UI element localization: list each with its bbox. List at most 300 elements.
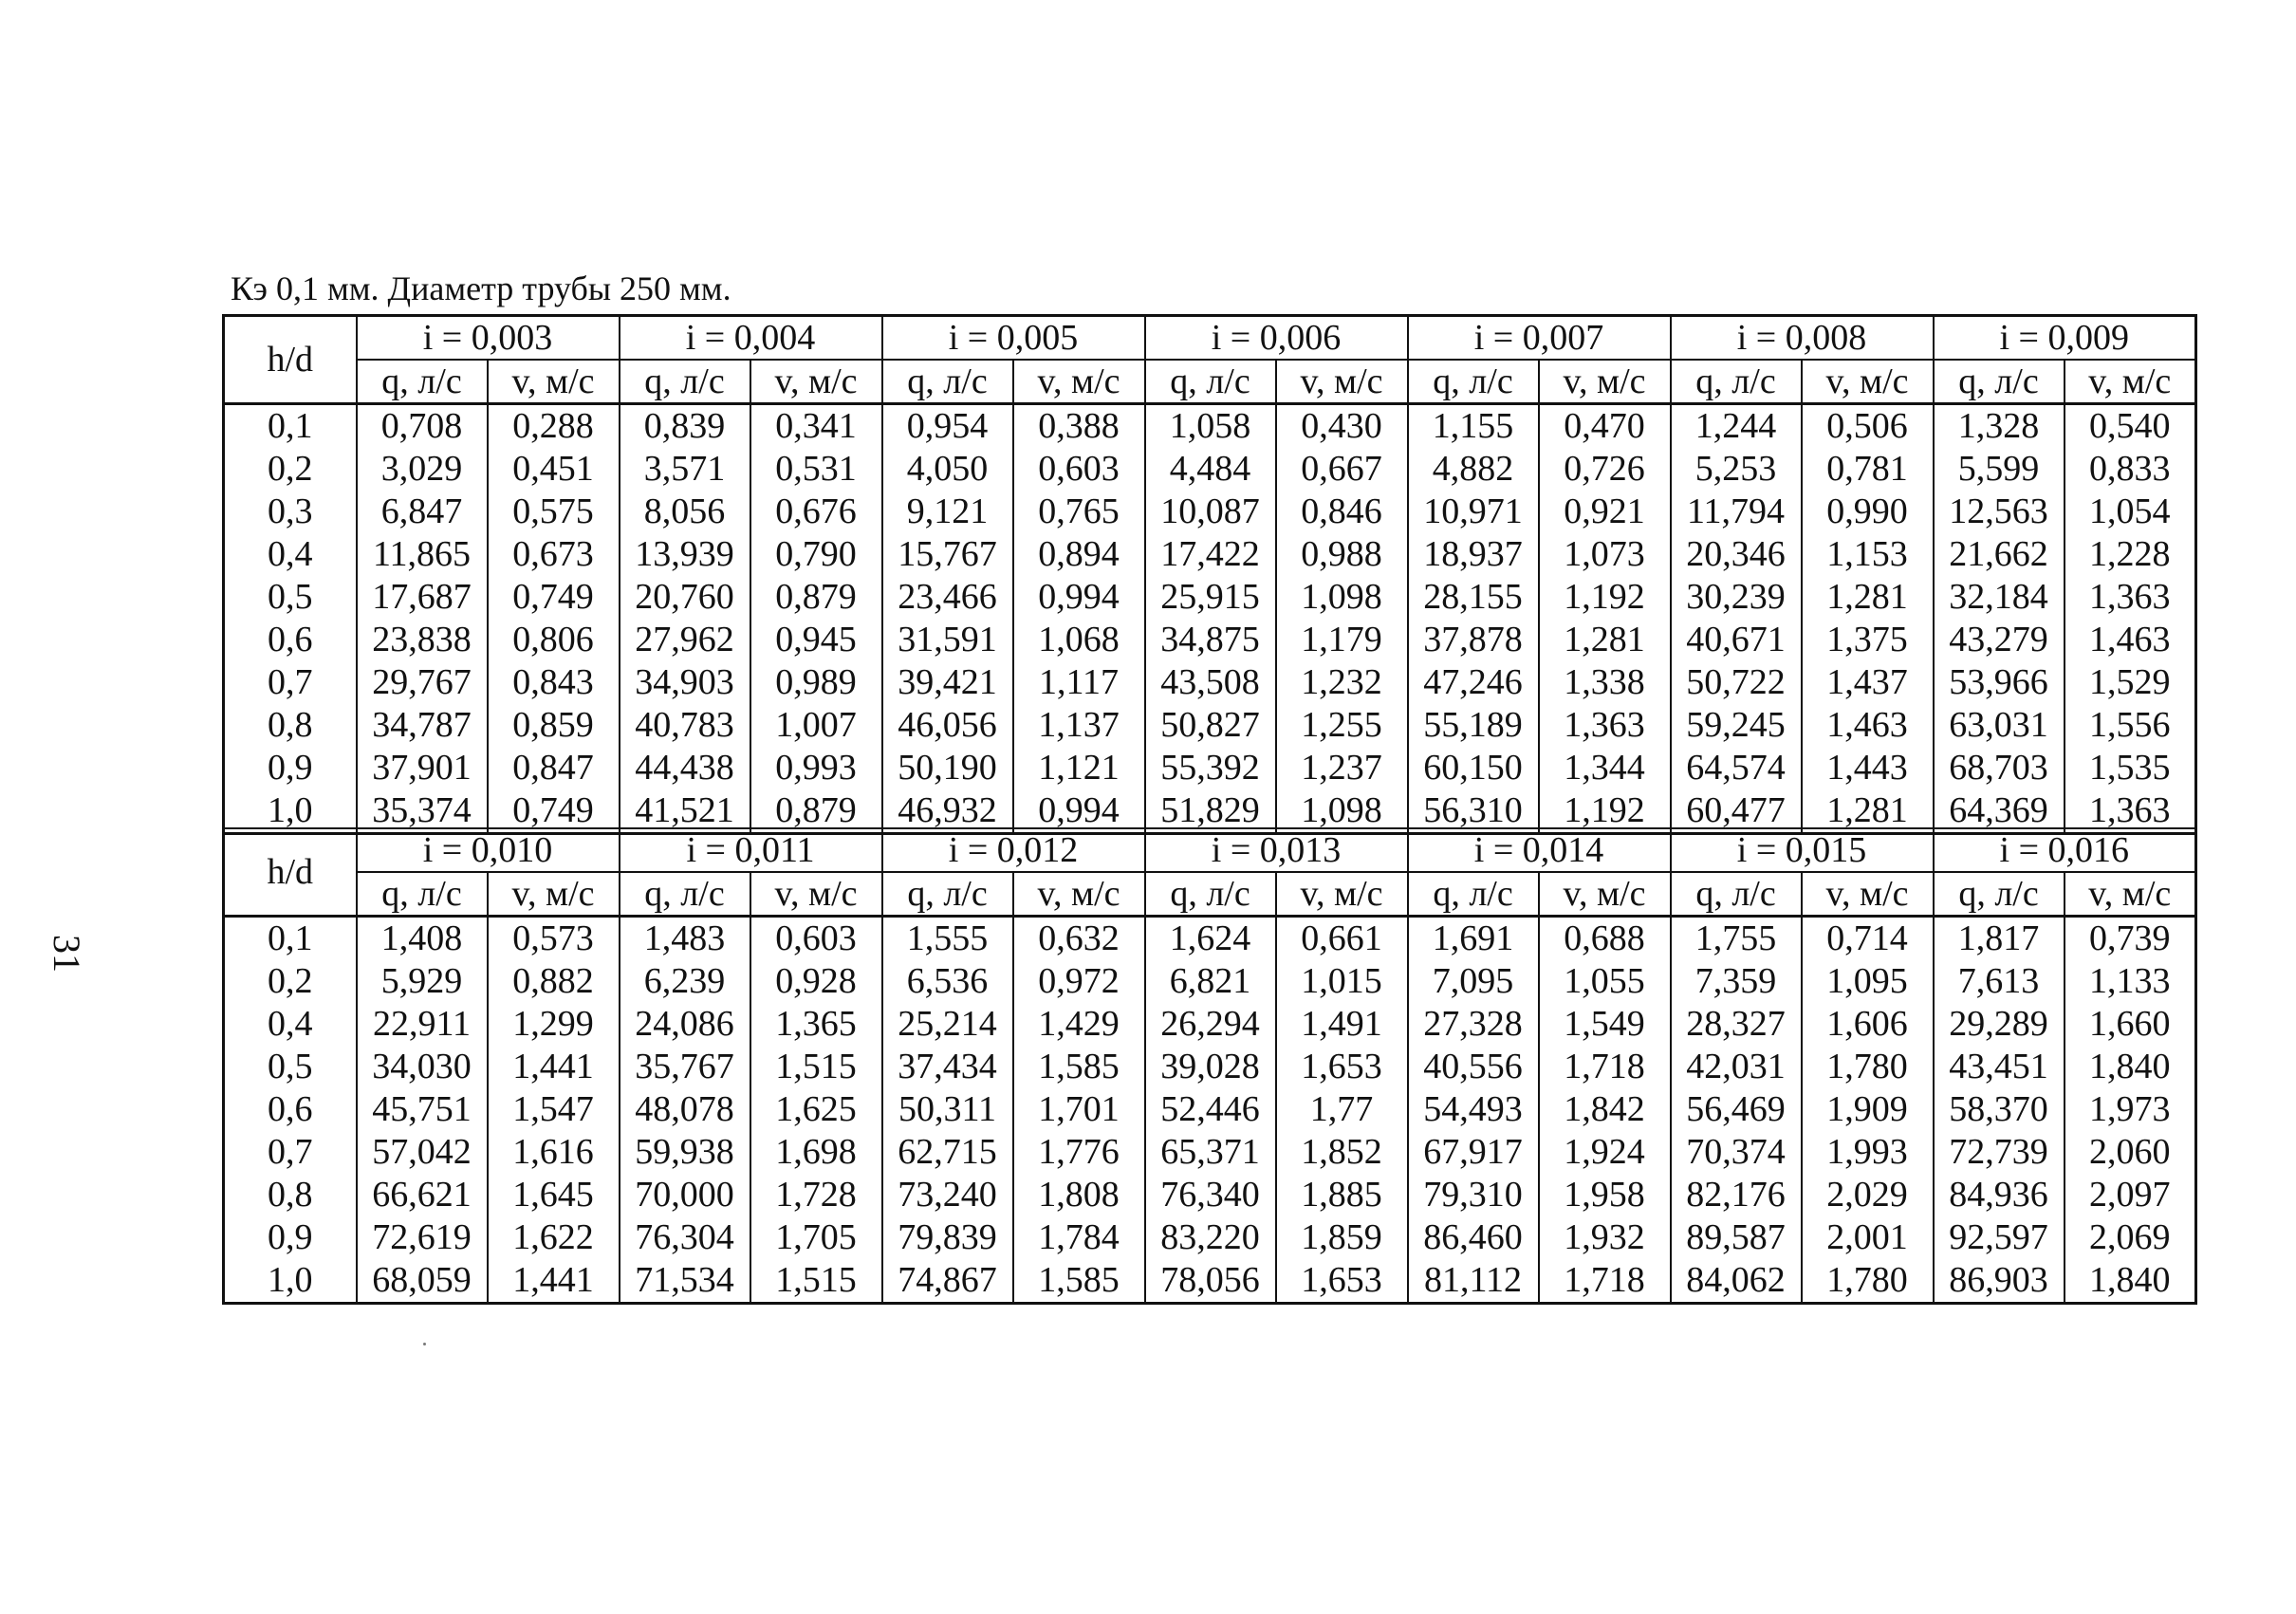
flow-rate-cell: 31,591 bbox=[882, 619, 1013, 661]
flow-rate-header: q, л/с bbox=[620, 360, 750, 404]
flow-rate-cell: 41,521 bbox=[620, 789, 750, 834]
velocity-cell: 0,388 bbox=[1013, 404, 1145, 449]
velocity-cell: 1,529 bbox=[2065, 661, 2196, 704]
velocity-cell: 0,632 bbox=[1013, 917, 1145, 961]
flow-table-1 bbox=[222, 314, 2197, 835]
flow-rate-cell: 23,838 bbox=[357, 619, 488, 661]
flow-rate-cell: 1,058 bbox=[1145, 404, 1276, 449]
flow-rate-cell: 70,374 bbox=[1671, 1131, 1802, 1174]
velocity-cell: 1,653 bbox=[1276, 1259, 1408, 1304]
velocity-cell: 1,073 bbox=[1539, 533, 1671, 576]
flow-rate-cell: 40,783 bbox=[620, 704, 750, 747]
velocity-cell: 1,192 bbox=[1539, 789, 1671, 834]
flow-rate-cell: 76,340 bbox=[1145, 1174, 1276, 1216]
velocity-cell: 1,549 bbox=[1539, 1003, 1671, 1046]
velocity-cell: 1,015 bbox=[1276, 960, 1408, 1003]
velocity-cell: 1,255 bbox=[1276, 704, 1408, 747]
flow-rate-cell: 17,687 bbox=[357, 576, 488, 619]
velocity-cell: 1,228 bbox=[2065, 533, 2196, 576]
slope-header: i = 0,008 bbox=[1671, 316, 1934, 361]
flow-rate-cell: 7,613 bbox=[1934, 960, 2065, 1003]
velocity-header: v, м/с bbox=[2065, 872, 2196, 917]
flow-rate-header: q, л/с bbox=[357, 360, 488, 404]
flow-rate-cell: 48,078 bbox=[620, 1088, 750, 1131]
velocity-header: v, м/с bbox=[488, 872, 620, 917]
velocity-cell: 0,451 bbox=[488, 448, 620, 491]
flow-rate-header: q, л/с bbox=[1671, 872, 1802, 917]
velocity-cell: 1,718 bbox=[1539, 1259, 1671, 1304]
hd-cell: 0,4 bbox=[224, 533, 357, 576]
velocity-cell: 1,780 bbox=[1802, 1259, 1934, 1304]
flow-rate-cell: 10,087 bbox=[1145, 491, 1276, 533]
velocity-cell: 2,069 bbox=[2065, 1216, 2196, 1259]
hd-cell: 1,0 bbox=[224, 1259, 357, 1304]
flow-rate-cell: 25,214 bbox=[882, 1003, 1013, 1046]
velocity-cell: 0,989 bbox=[750, 661, 882, 704]
table-row bbox=[224, 1259, 2196, 1304]
flow-rate-cell: 1,555 bbox=[882, 917, 1013, 961]
velocity-cell: 1,281 bbox=[1802, 576, 1934, 619]
flow-rate-cell: 30,239 bbox=[1671, 576, 1802, 619]
velocity-cell: 0,994 bbox=[1013, 789, 1145, 834]
velocity-cell: 1,77 bbox=[1276, 1088, 1408, 1131]
flow-rate-cell: 1,624 bbox=[1145, 917, 1276, 961]
flow-rate-cell: 39,028 bbox=[1145, 1046, 1276, 1088]
velocity-cell: 0,765 bbox=[1013, 491, 1145, 533]
table-row bbox=[224, 1046, 2196, 1088]
velocity-cell: 1,973 bbox=[2065, 1088, 2196, 1131]
flow-rate-cell: 6,821 bbox=[1145, 960, 1276, 1003]
flow-rate-cell: 22,911 bbox=[357, 1003, 488, 1046]
velocity-cell: 0,531 bbox=[750, 448, 882, 491]
velocity-cell: 1,909 bbox=[1802, 1088, 1934, 1131]
velocity-cell: 0,988 bbox=[1276, 533, 1408, 576]
velocity-cell: 1,842 bbox=[1539, 1088, 1671, 1131]
flow-rate-cell: 4,484 bbox=[1145, 448, 1276, 491]
velocity-cell: 1,840 bbox=[2065, 1259, 2196, 1304]
flow-rate-cell: 37,434 bbox=[882, 1046, 1013, 1088]
velocity-cell: 1,924 bbox=[1539, 1131, 1671, 1174]
flow-table-2 bbox=[222, 827, 2197, 1305]
velocity-cell: 1,237 bbox=[1276, 747, 1408, 789]
velocity-cell: 1,365 bbox=[750, 1003, 882, 1046]
flow-rate-cell: 65,371 bbox=[1145, 1131, 1276, 1174]
velocity-cell: 0,945 bbox=[750, 619, 882, 661]
velocity-cell: 1,556 bbox=[2065, 704, 2196, 747]
flow-rate-cell: 23,466 bbox=[882, 576, 1013, 619]
flow-rate-cell: 24,086 bbox=[620, 1003, 750, 1046]
velocity-cell: 1,281 bbox=[1539, 619, 1671, 661]
velocity-cell: 1,515 bbox=[750, 1259, 882, 1304]
velocity-cell: 1,547 bbox=[488, 1088, 620, 1131]
slope-header: i = 0,003 bbox=[357, 316, 620, 361]
flow-rate-cell: 57,042 bbox=[357, 1131, 488, 1174]
velocity-cell: 1,095 bbox=[1802, 960, 1934, 1003]
flow-rate-cell: 21,662 bbox=[1934, 533, 2065, 576]
velocity-cell: 1,153 bbox=[1802, 533, 1934, 576]
velocity-cell: 1,701 bbox=[1013, 1088, 1145, 1131]
flow-rate-cell: 66,621 bbox=[357, 1174, 488, 1216]
velocity-cell: 1,098 bbox=[1276, 789, 1408, 834]
flow-rate-cell: 4,882 bbox=[1408, 448, 1539, 491]
flow-rate-cell: 12,563 bbox=[1934, 491, 2065, 533]
flow-rate-cell: 56,469 bbox=[1671, 1088, 1802, 1131]
flow-rate-cell: 1,408 bbox=[357, 917, 488, 961]
flow-rate-cell: 34,903 bbox=[620, 661, 750, 704]
velocity-cell: 0,506 bbox=[1802, 404, 1934, 449]
velocity-cell: 0,470 bbox=[1539, 404, 1671, 449]
velocity-cell: 1,616 bbox=[488, 1131, 620, 1174]
velocity-cell: 1,463 bbox=[1802, 704, 1934, 747]
hd-cell: 0,8 bbox=[224, 1174, 357, 1216]
table-row bbox=[224, 1088, 2196, 1131]
hd-cell: 0,2 bbox=[224, 448, 357, 491]
velocity-cell: 1,606 bbox=[1802, 1003, 1934, 1046]
velocity-cell: 0,928 bbox=[750, 960, 882, 1003]
flow-rate-cell: 64,369 bbox=[1934, 789, 2065, 834]
flow-rate-header: q, л/с bbox=[620, 872, 750, 917]
velocity-cell: 1,932 bbox=[1539, 1216, 1671, 1259]
velocity-cell: 0,714 bbox=[1802, 917, 1934, 961]
velocity-cell: 0,859 bbox=[488, 704, 620, 747]
flow-rate-header: q, л/с bbox=[1934, 872, 2065, 917]
flow-rate-cell: 6,847 bbox=[357, 491, 488, 533]
flow-rate-cell: 28,155 bbox=[1408, 576, 1539, 619]
slope-header: i = 0,004 bbox=[620, 316, 882, 361]
flow-rate-cell: 84,936 bbox=[1934, 1174, 2065, 1216]
velocity-cell: 1,660 bbox=[2065, 1003, 2196, 1046]
hd-header: h/d bbox=[224, 316, 357, 404]
flow-rate-cell: 73,240 bbox=[882, 1174, 1013, 1216]
flow-rate-cell: 67,917 bbox=[1408, 1131, 1539, 1174]
table-row bbox=[224, 1216, 2196, 1259]
flow-rate-cell: 25,915 bbox=[1145, 576, 1276, 619]
flow-rate-cell: 74,867 bbox=[882, 1259, 1013, 1304]
slope-header: i = 0,013 bbox=[1145, 828, 1408, 872]
velocity-cell: 1,133 bbox=[2065, 960, 2196, 1003]
flow-rate-cell: 6,239 bbox=[620, 960, 750, 1003]
velocity-header: v, м/с bbox=[488, 360, 620, 404]
flow-rate-cell: 34,787 bbox=[357, 704, 488, 747]
velocity-cell: 0,894 bbox=[1013, 533, 1145, 576]
velocity-cell: 0,749 bbox=[488, 576, 620, 619]
hd-cell: 0,4 bbox=[224, 1003, 357, 1046]
velocity-cell: 1,840 bbox=[2065, 1046, 2196, 1088]
flow-rate-cell: 50,722 bbox=[1671, 661, 1802, 704]
table-row bbox=[224, 704, 2196, 747]
flow-rate-cell: 53,966 bbox=[1934, 661, 2065, 704]
hd-cell: 0,5 bbox=[224, 1046, 357, 1088]
velocity-cell: 0,806 bbox=[488, 619, 620, 661]
velocity-cell: 0,688 bbox=[1539, 917, 1671, 961]
flow-rate-cell: 3,029 bbox=[357, 448, 488, 491]
flow-rate-cell: 55,189 bbox=[1408, 704, 1539, 747]
flow-rate-cell: 5,253 bbox=[1671, 448, 1802, 491]
flow-rate-cell: 51,829 bbox=[1145, 789, 1276, 834]
velocity-cell: 0,879 bbox=[750, 789, 882, 834]
flow-rate-cell: 86,460 bbox=[1408, 1216, 1539, 1259]
flow-rate-cell: 50,311 bbox=[882, 1088, 1013, 1131]
flow-rate-cell: 62,715 bbox=[882, 1131, 1013, 1174]
flow-rate-cell: 11,865 bbox=[357, 533, 488, 576]
flow-rate-cell: 71,534 bbox=[620, 1259, 750, 1304]
velocity-cell: 1,338 bbox=[1539, 661, 1671, 704]
velocity-header: v, м/с bbox=[1276, 360, 1408, 404]
flow-rate-cell: 3,571 bbox=[620, 448, 750, 491]
velocity-cell: 1,859 bbox=[1276, 1216, 1408, 1259]
slope-header: i = 0,015 bbox=[1671, 828, 1934, 872]
flow-rate-header: q, л/с bbox=[357, 872, 488, 917]
flow-rate-cell: 43,451 bbox=[1934, 1046, 2065, 1088]
velocity-cell: 0,540 bbox=[2065, 404, 2196, 449]
flow-rate-cell: 6,536 bbox=[882, 960, 1013, 1003]
flow-rate-header: q, л/с bbox=[1408, 360, 1539, 404]
velocity-cell: 1,515 bbox=[750, 1046, 882, 1088]
flow-rate-cell: 0,708 bbox=[357, 404, 488, 449]
velocity-cell: 1,645 bbox=[488, 1174, 620, 1216]
flow-rate-cell: 15,767 bbox=[882, 533, 1013, 576]
flow-rate-cell: 43,279 bbox=[1934, 619, 2065, 661]
flow-rate-cell: 17,422 bbox=[1145, 533, 1276, 576]
velocity-cell: 0,882 bbox=[488, 960, 620, 1003]
flow-rate-cell: 56,310 bbox=[1408, 789, 1539, 834]
velocity-cell: 0,972 bbox=[1013, 960, 1145, 1003]
velocity-cell: 0,843 bbox=[488, 661, 620, 704]
slope-header: i = 0,007 bbox=[1408, 316, 1671, 361]
velocity-cell: 1,463 bbox=[2065, 619, 2196, 661]
flow-rate-cell: 1,483 bbox=[620, 917, 750, 961]
velocity-cell: 0,603 bbox=[1013, 448, 1145, 491]
flow-rate-cell: 54,493 bbox=[1408, 1088, 1539, 1131]
velocity-cell: 0,726 bbox=[1539, 448, 1671, 491]
table-row bbox=[224, 661, 2196, 704]
slope-header: i = 0,010 bbox=[357, 828, 620, 872]
velocity-cell: 0,879 bbox=[750, 576, 882, 619]
flow-rate-cell: 82,176 bbox=[1671, 1174, 1802, 1216]
table-row bbox=[224, 533, 2196, 576]
hd-cell: 0,1 bbox=[224, 404, 357, 449]
flow-rate-cell: 13,939 bbox=[620, 533, 750, 576]
velocity-cell: 1,441 bbox=[488, 1046, 620, 1088]
velocity-cell: 0,575 bbox=[488, 491, 620, 533]
flow-rate-cell: 59,938 bbox=[620, 1131, 750, 1174]
flow-rate-cell: 47,246 bbox=[1408, 661, 1539, 704]
velocity-cell: 1,885 bbox=[1276, 1174, 1408, 1216]
slope-header: i = 0,006 bbox=[1145, 316, 1408, 361]
velocity-cell: 2,001 bbox=[1802, 1216, 1934, 1259]
flow-rate-cell: 7,095 bbox=[1408, 960, 1539, 1003]
slope-header: i = 0,014 bbox=[1408, 828, 1671, 872]
flow-rate-header: q, л/с bbox=[1408, 872, 1539, 917]
flow-rate-header: q, л/с bbox=[882, 360, 1013, 404]
flow-rate-cell: 20,346 bbox=[1671, 533, 1802, 576]
velocity-cell: 0,990 bbox=[1802, 491, 1934, 533]
slope-header: i = 0,012 bbox=[882, 828, 1145, 872]
flow-rate-cell: 26,294 bbox=[1145, 1003, 1276, 1046]
flow-rate-cell: 68,703 bbox=[1934, 747, 2065, 789]
flow-rate-cell: 34,875 bbox=[1145, 619, 1276, 661]
velocity-cell: 1,117 bbox=[1013, 661, 1145, 704]
velocity-header: v, м/с bbox=[1539, 872, 1671, 917]
page-title: Кэ 0,1 мм. Диаметр трубы 250 мм. bbox=[231, 269, 731, 307]
velocity-header: v, м/с bbox=[2065, 360, 2196, 404]
flow-rate-cell: 50,827 bbox=[1145, 704, 1276, 747]
flow-rate-cell: 27,328 bbox=[1408, 1003, 1539, 1046]
velocity-header: v, м/с bbox=[750, 872, 882, 917]
velocity-header: v, м/с bbox=[1013, 872, 1145, 917]
velocity-cell: 1,121 bbox=[1013, 747, 1145, 789]
velocity-cell: 0,673 bbox=[488, 533, 620, 576]
velocity-cell: 0,288 bbox=[488, 404, 620, 449]
flow-rate-cell: 84,062 bbox=[1671, 1259, 1802, 1304]
flow-rate-cell: 92,597 bbox=[1934, 1216, 2065, 1259]
velocity-cell: 1,281 bbox=[1802, 789, 1934, 834]
flow-rate-cell: 79,310 bbox=[1408, 1174, 1539, 1216]
flow-rate-cell: 60,150 bbox=[1408, 747, 1539, 789]
velocity-cell: 1,491 bbox=[1276, 1003, 1408, 1046]
velocity-cell: 1,055 bbox=[1539, 960, 1671, 1003]
velocity-header: v, м/с bbox=[750, 360, 882, 404]
velocity-cell: 1,585 bbox=[1013, 1259, 1145, 1304]
flow-rate-cell: 35,767 bbox=[620, 1046, 750, 1088]
velocity-cell: 0,676 bbox=[750, 491, 882, 533]
flow-rate-cell: 64,574 bbox=[1671, 747, 1802, 789]
table-row bbox=[224, 747, 2196, 789]
velocity-cell: 0,739 bbox=[2065, 917, 2196, 961]
flow-rate-cell: 40,671 bbox=[1671, 619, 1802, 661]
hd-cell: 0,9 bbox=[224, 1216, 357, 1259]
velocity-cell: 1,622 bbox=[488, 1216, 620, 1259]
flow-rate-cell: 27,962 bbox=[620, 619, 750, 661]
flow-rate-cell: 28,327 bbox=[1671, 1003, 1802, 1046]
flow-rate-cell: 37,878 bbox=[1408, 619, 1539, 661]
flow-rate-cell: 59,245 bbox=[1671, 704, 1802, 747]
hd-cell: 0,6 bbox=[224, 619, 357, 661]
velocity-header: v, м/с bbox=[1013, 360, 1145, 404]
flow-rate-cell: 46,056 bbox=[882, 704, 1013, 747]
velocity-cell: 1,958 bbox=[1539, 1174, 1671, 1216]
velocity-cell: 1,535 bbox=[2065, 747, 2196, 789]
hd-cell: 0,7 bbox=[224, 1131, 357, 1174]
velocity-cell: 1,054 bbox=[2065, 491, 2196, 533]
flow-rate-cell: 9,121 bbox=[882, 491, 1013, 533]
slope-header: i = 0,011 bbox=[620, 828, 882, 872]
flow-rate-cell: 5,599 bbox=[1934, 448, 2065, 491]
flow-rate-cell: 76,304 bbox=[620, 1216, 750, 1259]
velocity-cell: 0,833 bbox=[2065, 448, 2196, 491]
velocity-cell: 1,375 bbox=[1802, 619, 1934, 661]
velocity-cell: 2,060 bbox=[2065, 1131, 2196, 1174]
hd-cell: 0,6 bbox=[224, 1088, 357, 1131]
velocity-cell: 0,661 bbox=[1276, 917, 1408, 961]
slope-header: i = 0,009 bbox=[1934, 316, 2196, 361]
flow-rate-cell: 45,751 bbox=[357, 1088, 488, 1131]
velocity-cell: 1,653 bbox=[1276, 1046, 1408, 1088]
table-row bbox=[224, 1003, 2196, 1046]
velocity-header: v, м/с bbox=[1276, 872, 1408, 917]
velocity-cell: 1,232 bbox=[1276, 661, 1408, 704]
velocity-cell: 1,776 bbox=[1013, 1131, 1145, 1174]
flow-rate-header: q, л/с bbox=[1671, 360, 1802, 404]
velocity-header: v, м/с bbox=[1802, 872, 1934, 917]
flow-rate-cell: 37,901 bbox=[357, 747, 488, 789]
flow-rate-cell: 8,056 bbox=[620, 491, 750, 533]
flow-rate-cell: 46,932 bbox=[882, 789, 1013, 834]
velocity-cell: 1,363 bbox=[1539, 704, 1671, 747]
flow-rate-cell: 18,937 bbox=[1408, 533, 1539, 576]
flow-rate-cell: 55,392 bbox=[1145, 747, 1276, 789]
flow-rate-cell: 1,328 bbox=[1934, 404, 2065, 449]
velocity-cell: 1,718 bbox=[1539, 1046, 1671, 1088]
table-row bbox=[224, 1174, 2196, 1216]
flow-rate-cell: 34,030 bbox=[357, 1046, 488, 1088]
velocity-cell: 1,429 bbox=[1013, 1003, 1145, 1046]
velocity-cell: 0,921 bbox=[1539, 491, 1671, 533]
flow-rate-cell: 29,289 bbox=[1934, 1003, 2065, 1046]
velocity-cell: 0,749 bbox=[488, 789, 620, 834]
velocity-cell: 1,299 bbox=[488, 1003, 620, 1046]
flow-rate-cell: 1,155 bbox=[1408, 404, 1539, 449]
hd-cell: 1,0 bbox=[224, 789, 357, 834]
hd-cell: 0,2 bbox=[224, 960, 357, 1003]
flow-rate-cell: 63,031 bbox=[1934, 704, 2065, 747]
hd-cell: 0,9 bbox=[224, 747, 357, 789]
flow-rate-cell: 1,244 bbox=[1671, 404, 1802, 449]
flow-rate-cell: 86,903 bbox=[1934, 1259, 2065, 1304]
velocity-cell: 0,993 bbox=[750, 747, 882, 789]
velocity-cell: 1,625 bbox=[750, 1088, 882, 1131]
velocity-cell: 1,363 bbox=[2065, 576, 2196, 619]
velocity-cell: 1,179 bbox=[1276, 619, 1408, 661]
flow-rate-cell: 58,370 bbox=[1934, 1088, 2065, 1131]
table-row bbox=[224, 404, 2196, 449]
flow-rate-cell: 10,971 bbox=[1408, 491, 1539, 533]
velocity-cell: 0,603 bbox=[750, 917, 882, 961]
flow-rate-cell: 78,056 bbox=[1145, 1259, 1276, 1304]
velocity-header: v, м/с bbox=[1802, 360, 1934, 404]
flow-rate-cell: 7,359 bbox=[1671, 960, 1802, 1003]
flow-rate-cell: 68,059 bbox=[357, 1259, 488, 1304]
flow-rate-header: q, л/с bbox=[1145, 360, 1276, 404]
flow-rate-header: q, л/с bbox=[1145, 872, 1276, 917]
slope-header: i = 0,016 bbox=[1934, 828, 2196, 872]
flow-rate-cell: 83,220 bbox=[1145, 1216, 1276, 1259]
hd-cell: 0,5 bbox=[224, 576, 357, 619]
flow-rate-cell: 43,508 bbox=[1145, 661, 1276, 704]
velocity-cell: 1,068 bbox=[1013, 619, 1145, 661]
velocity-cell: 2,029 bbox=[1802, 1174, 1934, 1216]
velocity-cell: 2,097 bbox=[2065, 1174, 2196, 1216]
velocity-cell: 1,698 bbox=[750, 1131, 882, 1174]
flow-rate-cell: 60,477 bbox=[1671, 789, 1802, 834]
table-row bbox=[224, 448, 2196, 491]
velocity-cell: 0,781 bbox=[1802, 448, 1934, 491]
velocity-cell: 1,705 bbox=[750, 1216, 882, 1259]
table-row bbox=[224, 619, 2196, 661]
velocity-cell: 1,728 bbox=[750, 1174, 882, 1216]
slope-header: i = 0,005 bbox=[882, 316, 1145, 361]
flow-rate-cell: 72,619 bbox=[357, 1216, 488, 1259]
flow-rate-cell: 11,794 bbox=[1671, 491, 1802, 533]
flow-rate-cell: 70,000 bbox=[620, 1174, 750, 1216]
hd-cell: 0,7 bbox=[224, 661, 357, 704]
table-row bbox=[224, 491, 2196, 533]
flow-rate-cell: 89,587 bbox=[1671, 1216, 1802, 1259]
velocity-cell: 0,667 bbox=[1276, 448, 1408, 491]
velocity-cell: 1,007 bbox=[750, 704, 882, 747]
velocity-cell: 1,098 bbox=[1276, 576, 1408, 619]
velocity-cell: 1,784 bbox=[1013, 1216, 1145, 1259]
